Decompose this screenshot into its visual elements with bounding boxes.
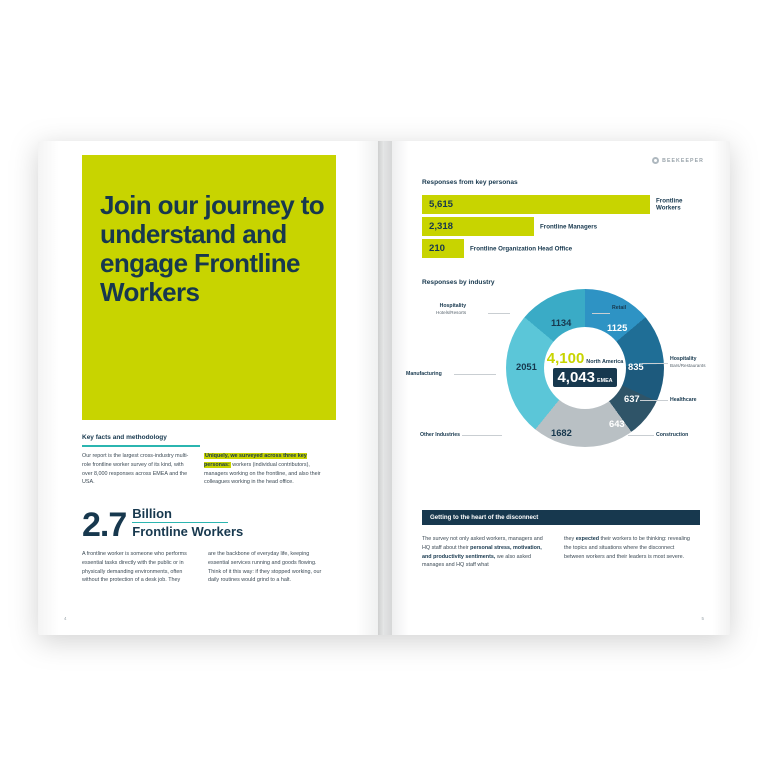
leader-line-hospitality-bars xyxy=(642,363,668,364)
big-number-divider xyxy=(132,522,228,523)
magazine-spread xyxy=(38,141,730,635)
center-region-na: North America xyxy=(586,358,624,365)
slice-value-construction: 643 xyxy=(609,418,625,429)
slice-value-retail: 1125 xyxy=(607,322,628,333)
industry-section-title: Responses by industry xyxy=(422,279,495,286)
slice-value-manufacturing: 2051 xyxy=(516,361,537,372)
disconnect-column-1: The survey not only asked workers, managers and HQ staff about their personal stress, motivation, and productivity sentiments, we also asked manages and HQ staff what xyxy=(422,536,543,569)
donut-center xyxy=(544,327,626,409)
leader-line-hospitality-hotels xyxy=(488,313,510,314)
center-value-emea: 4,043 xyxy=(557,368,595,386)
leader-line-other-industries xyxy=(462,435,502,436)
bar-row xyxy=(422,239,702,258)
big-number: 2.7 xyxy=(82,505,127,544)
bar-value: 210 xyxy=(429,243,446,254)
left-page xyxy=(38,141,384,635)
category-label-healthcare: Healthcare xyxy=(670,397,697,403)
center-emea xyxy=(553,368,616,387)
bar-row xyxy=(422,217,702,236)
slice-value-other: 1682 xyxy=(551,427,572,438)
key-facts-divider xyxy=(82,445,200,447)
page-number-right: 5 xyxy=(701,616,704,621)
big-number-unit: Billion xyxy=(132,506,172,521)
center-region-emea: EMEA xyxy=(596,377,613,384)
key-facts-heading: Key facts and methodology xyxy=(82,434,167,441)
bar-value: 2,318 xyxy=(429,221,454,232)
category-label-other-industries: Other Industries xyxy=(420,432,461,438)
brand-logo xyxy=(652,157,704,164)
bar-frontline-workers xyxy=(422,195,650,214)
category-label-manufacturing: Manufacturing xyxy=(406,371,442,377)
beekeeper-logo-icon xyxy=(652,157,659,164)
bar-label: Frontline Managers xyxy=(540,222,598,230)
disconnect-strip xyxy=(422,510,700,525)
big-statistic xyxy=(82,505,244,544)
leader-line-construction xyxy=(628,435,654,436)
right-page xyxy=(384,141,730,635)
key-facts-highlight: Uniquely, we surveyed across three key personas: xyxy=(204,453,307,468)
bar-frontline-managers xyxy=(422,217,534,236)
bar-label: Frontline Organization Head Office xyxy=(470,244,573,252)
center-value-na: 4,100 xyxy=(546,349,585,367)
category-label-construction: Construction xyxy=(656,432,689,438)
body-column-2: are the backbone of everyday life, keeping essential services running and goods flowing. Think of it this way: if they stopped working, our daily routines would grind to a halt. xyxy=(208,551,322,584)
category-label-retail: Retail xyxy=(612,305,627,311)
slice-value-hospitality-hotels: 1134 xyxy=(551,317,572,328)
category-label-hospitality-bars: Hospitality Bars/Restaurants xyxy=(670,356,706,368)
personas-section-title: Responses from key personas xyxy=(422,179,518,186)
leader-line-retail xyxy=(592,313,610,314)
bar-head-office xyxy=(422,239,464,258)
brand-name: BEEKEEPER xyxy=(662,157,704,164)
bar-row xyxy=(422,195,702,214)
hero-title: Join our journey to understand and engage Frontline Workers xyxy=(100,190,325,308)
leader-line-healthcare xyxy=(640,400,668,401)
bar-value: 5,615 xyxy=(429,199,454,210)
leader-line-manufacturing xyxy=(454,374,496,375)
big-number-subtitle: Frontline Workers xyxy=(132,524,244,540)
hero-green-block xyxy=(82,155,336,420)
slice-value-healthcare: 637 xyxy=(624,393,640,404)
key-facts-column-2-rest: workers (individual contributors), managers working on the frontline, and also their colleagues working in the head office. xyxy=(204,461,321,486)
slice-value-hospitality-bars: 835 xyxy=(628,361,644,372)
center-north-america xyxy=(547,350,624,367)
body-column-1: A frontline worker is someone who performs essential tasks directly with the public or in physically demanding environments, often without the protection of a desk job. They xyxy=(82,551,187,584)
category-label-hospitality-hotels: Hospitality Hotels/Resorts xyxy=(436,303,467,315)
bar-label: Frontline Workers xyxy=(656,197,683,212)
key-facts-column-1: Our report is the largest cross-industry multi-role frontline worker survey of its kind, with over 8,000 responses across EMEA and the USA. xyxy=(82,453,189,486)
big-number-caption xyxy=(132,507,243,539)
personas-bar-chart xyxy=(422,195,702,261)
disconnect-column-2: they expected their workers to be thinking: revealing the topics and situations where the disconnect between workers and their leaders is most severe. xyxy=(564,536,690,560)
disconnect-strip-text: Getting to the heart of the disconnect xyxy=(430,514,539,521)
industry-donut-chart xyxy=(506,289,664,447)
key-facts-column-2 xyxy=(204,452,330,487)
page-number-left: 4 xyxy=(64,616,67,621)
